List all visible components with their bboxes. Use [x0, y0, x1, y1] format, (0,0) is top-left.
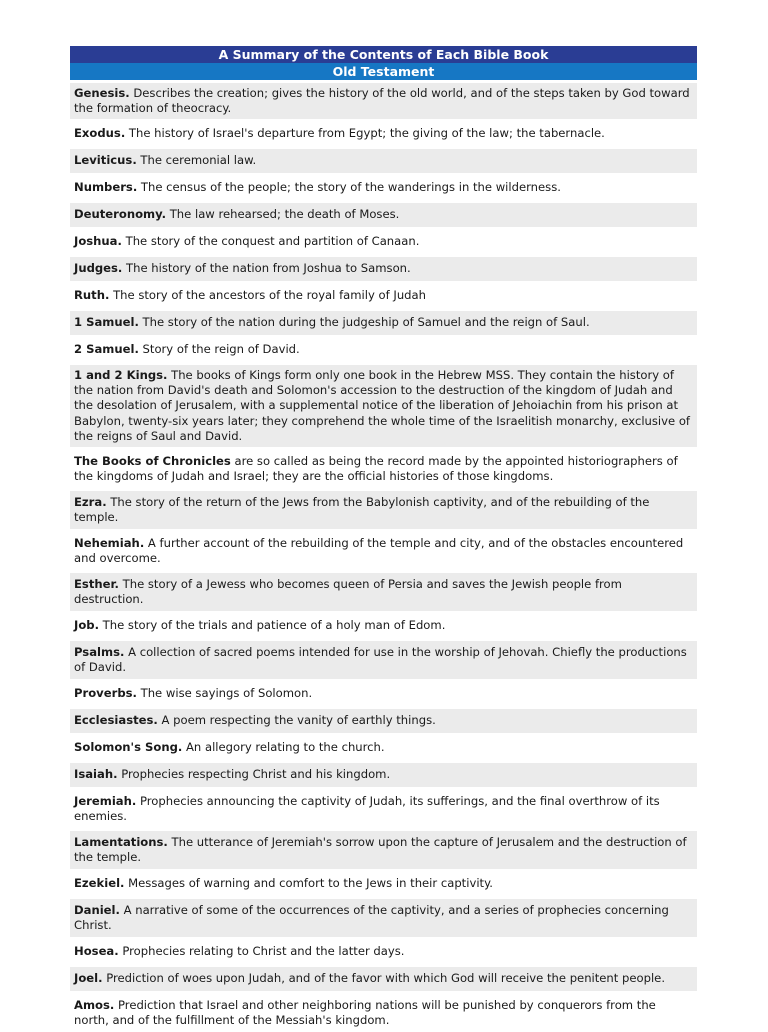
- book-entry: [70, 173, 697, 200]
- book-summary: The wise sayings of Solomon.: [140, 686, 313, 701]
- book-name: Leviticus.: [74, 153, 137, 168]
- book-name: Isaiah.: [74, 767, 118, 782]
- book-entry: [70, 227, 697, 254]
- book-entry: [70, 937, 697, 964]
- book-name: Deuteronomy.: [74, 207, 167, 222]
- book-summary: Prediction that Israel and other neighboring nations will be punished by conquerors from the north, and of the fulfillment of the Messiah's kingdom.: [74, 997, 656, 1027]
- book-summary: The history of the nation from Joshua to Samson.: [126, 261, 411, 276]
- book-entry: [70, 570, 697, 611]
- book-summary: Messages of warning and comfort to the Jews in their captivity.: [128, 876, 493, 891]
- book-name: Lamentations.: [74, 834, 168, 849]
- book-name: Joshua.: [74, 234, 122, 249]
- book-name: Hosea.: [74, 944, 119, 959]
- book-summary: The story of a Jewess who becomes queen of Persia and saves the Jewish people from destruction.: [74, 576, 622, 606]
- book-name: 2 Samuel.: [74, 342, 139, 357]
- book-summary: A poem respecting the vanity of earthly things.: [161, 713, 436, 728]
- book-entry: [70, 964, 697, 991]
- book-summary: The utterance of Jeremiah's sorrow upon the capture of Jerusalem and the destruction of the temple.: [74, 834, 687, 864]
- book-name: Genesis.: [74, 85, 130, 100]
- book-summary: The census of the people; the story of the wanderings in the wilderness.: [140, 180, 561, 195]
- book-entry: [70, 200, 697, 227]
- book-entry: [70, 362, 697, 447]
- book-entry: [70, 760, 697, 787]
- book-name: Ezra.: [74, 494, 107, 509]
- book-name: Nehemiah.: [74, 535, 145, 550]
- book-entry: [70, 488, 697, 529]
- summary-sheet: [70, 46, 697, 1032]
- book-summary: Prophecies respecting Christ and his kingdom.: [121, 767, 391, 782]
- book-entry: [70, 308, 697, 335]
- book-entry: [70, 828, 697, 869]
- book-entry: [70, 447, 697, 488]
- book-entry: [70, 706, 697, 733]
- book-entry: [70, 529, 697, 570]
- book-entry: [70, 281, 697, 308]
- book-name: Daniel.: [74, 902, 120, 917]
- book-entry: [70, 335, 697, 362]
- book-summary: An allegory relating to the church.: [186, 740, 385, 755]
- book-summary: The story of the ancestors of the royal family of Judah: [113, 288, 426, 303]
- book-name: 1 Samuel.: [74, 315, 139, 330]
- book-summary: The story of the conquest and partition of Canaan.: [125, 234, 420, 249]
- book-summary: are so called as being the record made by the appointed historiographers of the kingdoms of Judah and Israel; they are the official histories of those kingdoms.: [74, 453, 678, 483]
- book-name: Ruth.: [74, 288, 110, 303]
- book-entry: [70, 146, 697, 173]
- book-summary: The history of Israel's departure from Egypt; the giving of the law; the tabernacle.: [128, 126, 605, 141]
- book-summary: A further account of the rebuilding of the temple and city, and of the obstacles encountered and overcome.: [74, 535, 684, 565]
- book-entry: [70, 80, 697, 119]
- book-entry: [70, 896, 697, 937]
- book-summary: The story of the nation during the judgeship of Samuel and the reign of Saul.: [142, 315, 590, 330]
- book-name: Joel.: [74, 971, 103, 986]
- book-name: Ezekiel.: [74, 876, 125, 891]
- book-name: Exodus.: [74, 126, 126, 141]
- book-summary: Prediction of woes upon Judah, and of the favor with which God will receive the penitent people.: [106, 971, 665, 986]
- book-entry: [70, 869, 697, 896]
- book-name: Psalms.: [74, 644, 125, 659]
- book-name: Jeremiah.: [74, 793, 137, 808]
- book-summary: The law rehearsed; the death of Moses.: [169, 207, 400, 222]
- book-entry: [70, 611, 697, 638]
- book-entry: [70, 638, 697, 679]
- section-title: Old Testament: [70, 63, 697, 80]
- book-name: Job.: [74, 618, 99, 633]
- book-name: 1 and 2 Kings.: [74, 367, 168, 382]
- book-summary: The story of the trials and patience of a holy man of Edom.: [102, 618, 446, 633]
- book-summary: The books of Kings form only one book in the Hebrew MSS. They contain the history of the nation from David's death and Solomon's accession to the destruction of the kingdom of Judah and the desolation of Jerusalem, with a supplemental notice of the liberation of Jehoiachin from his prison at Babylon, twenty-six years later; they comprehend the whole time of the Israelitish monarchy, exclusive of the reigns of Saul and David.: [74, 367, 691, 443]
- book-name: Proverbs.: [74, 686, 137, 701]
- book-name: Judges.: [74, 261, 123, 276]
- book-name: Ecclesiastes.: [74, 713, 158, 728]
- book-entry: [70, 733, 697, 760]
- book-entry: [70, 991, 697, 1032]
- book-summary: Prophecies announcing the captivity of Judah, its sufferings, and the final overthrow of its enemies.: [74, 793, 660, 823]
- book-summary: Prophecies relating to Christ and the latter days.: [122, 944, 405, 959]
- book-name: Amos.: [74, 997, 115, 1012]
- book-name: Solomon's Song.: [74, 740, 183, 755]
- book-summary: The ceremonial law.: [140, 153, 257, 168]
- book-summary: Story of the reign of David.: [142, 342, 300, 357]
- page-title: A Summary of the Contents of Each Bible Book: [70, 46, 697, 63]
- book-summary: A narrative of some of the occurrences of the captivity, and a series of prophecies concerning Christ.: [74, 902, 669, 932]
- book-name: The Books of Chronicles: [74, 453, 231, 468]
- book-entry: [70, 119, 697, 146]
- book-summary: The story of the return of the Jews from the Babylonish captivity, and of the rebuilding of the temple.: [74, 494, 650, 524]
- entry-list: [70, 80, 697, 1032]
- book-name: Esther.: [74, 576, 119, 591]
- book-summary: Describes the creation; gives the history of the old world, and of the steps taken by God toward the formation of theocracy.: [74, 85, 690, 115]
- book-entry: [70, 254, 697, 281]
- book-summary: A collection of sacred poems intended for use in the worship of Jehovah. Chiefly the productions of David.: [74, 644, 687, 674]
- book-entry: [70, 787, 697, 828]
- book-name: Numbers.: [74, 180, 138, 195]
- book-entry: [70, 679, 697, 706]
